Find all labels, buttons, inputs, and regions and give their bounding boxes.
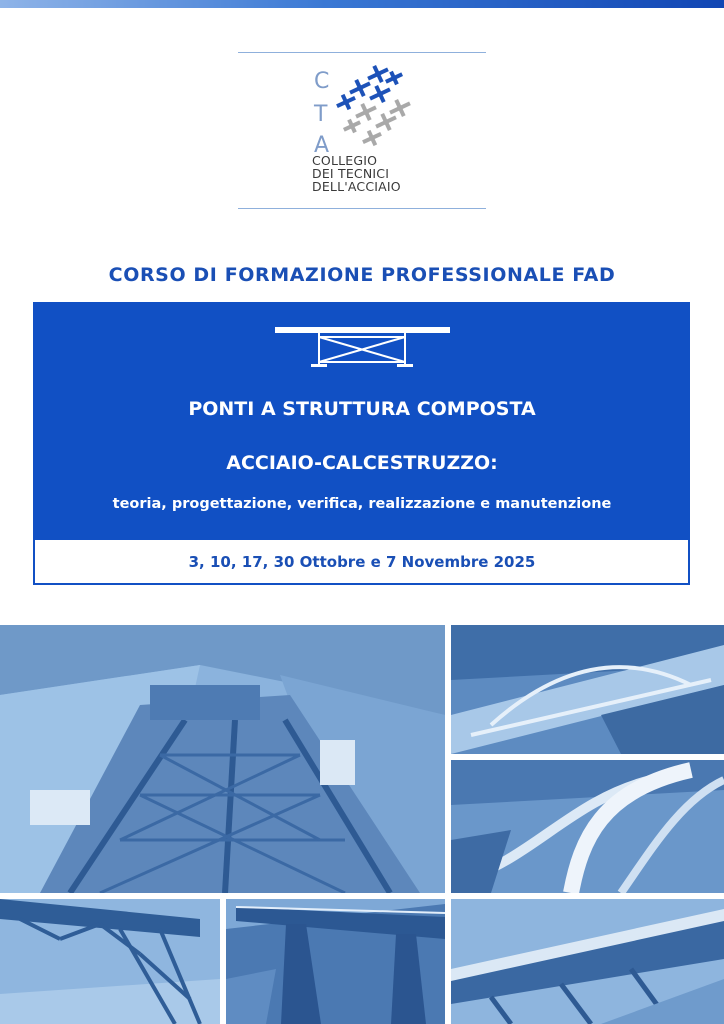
logo-letter-c: C bbox=[314, 69, 330, 94]
photo-viaduct-curves bbox=[451, 760, 724, 893]
logo-line-dell-acciaio: DELL'ACCIAIO bbox=[312, 179, 401, 194]
logo-line-dei-tecnici: DEI TECNICI bbox=[312, 166, 390, 181]
course-title: CORSO DI FORMAZIONE PROFESSIONALE FAD bbox=[108, 264, 616, 286]
logo-bottom-rule bbox=[238, 208, 486, 209]
logo-top-rule bbox=[238, 52, 486, 53]
logo-wordmark bbox=[312, 154, 401, 193]
photo-truss-underside bbox=[0, 899, 220, 1024]
logo-letter-a: A bbox=[314, 133, 330, 158]
headline-subtitle: teoria, progettazione, verifica, realizzazione e manutenzione bbox=[112, 496, 612, 512]
course-dates: 3, 10, 17, 30 Ottobre e 7 Novembre 2025 bbox=[188, 553, 536, 571]
headline-line-2: ACCIAIO-CALCESTRUZZO: bbox=[226, 452, 498, 474]
headline-line-1: PONTI A STRUTTURA COMPOSTA bbox=[188, 398, 536, 420]
top-gradient-bar bbox=[0, 0, 724, 8]
bridge-beam-icon bbox=[275, 324, 450, 372]
photo-viaduct-piers bbox=[226, 899, 445, 1024]
photo-bridge-deck-underside bbox=[451, 899, 724, 1024]
photo-bridge-construction bbox=[0, 625, 445, 893]
logo-letter-t: T bbox=[314, 102, 328, 127]
photo-arch-bridge bbox=[451, 625, 724, 754]
logo-line-collegio: COLLEGIO bbox=[312, 153, 378, 168]
